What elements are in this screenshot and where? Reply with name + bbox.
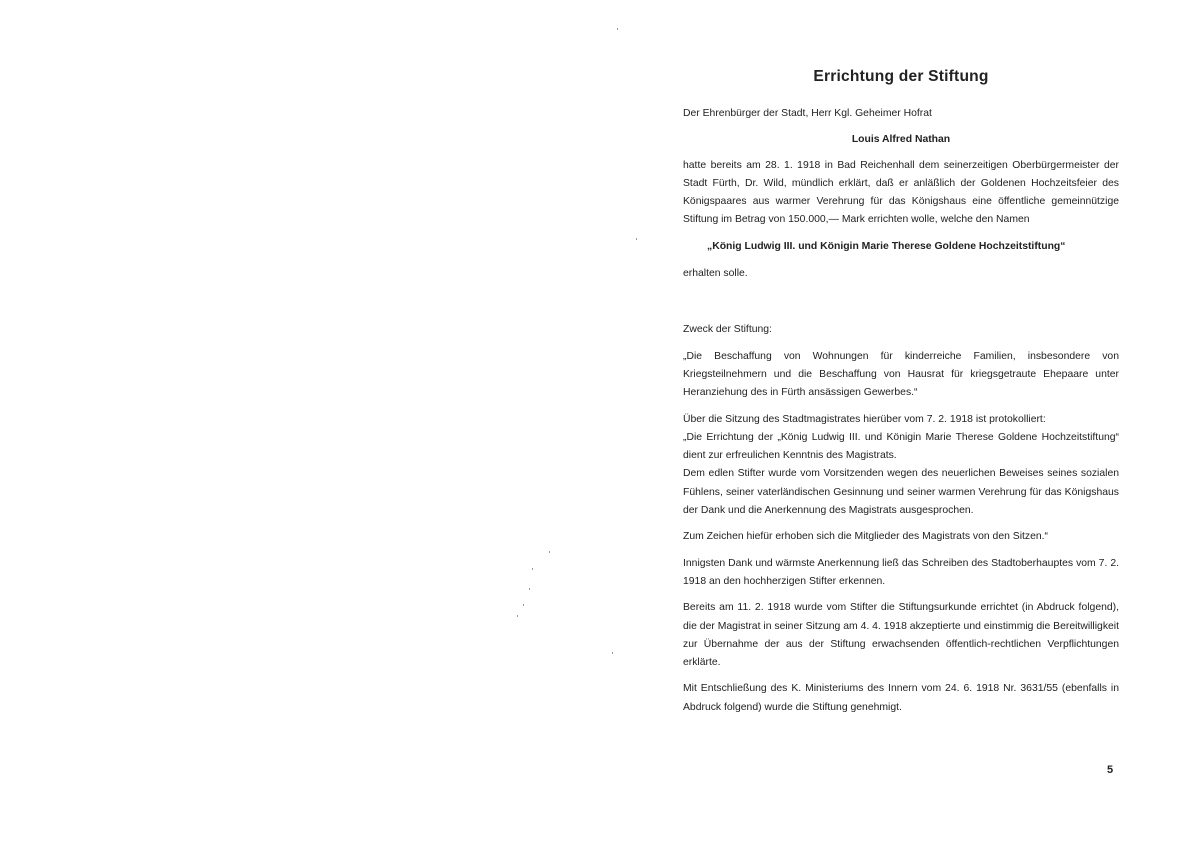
scan-speck [617,28,618,30]
paragraph-gratitude: Innigsten Dank und wärmste Anerkennung ließ das Schreiben des Stadtoberhauptes vom 7. 2. 1918 an den hochherzigen Stifter erkennen. [683,557,1119,587]
document-page [683,60,1119,717]
protocol-end: Zum Zeichen hiefür erhoben sich die Mitglieder des Magistrats von den Sitzen.“ [683,531,1049,543]
scan-speck [636,238,637,240]
paragraph-deed: Bereits am 11. 2. 1918 wurde vom Stifter die Stiftungsurkunde errichtet (in Abdruck folgend), die der Magistrat in seiner Sitzung am 4. 4. 1918 akzeptierte und einstimmig die Bereitwilligkeit zur Übernahme der aus der Stiftung erwachsenden öffentlich-rechtlichen Verpflichtungen erklärte. [683,602,1119,669]
protocol-thanks: Dem edlen Stifter wurde vom Vorsitzenden wegen des neuerlichen Beweises seines sozialen Fühlens, seiner vaterländischen Gesinnung und seiner warmen Verehrung für das Königshaus der Dank und die Anerkennung des Magistrats ausgesprochen. [683,468,1119,517]
paragraph-approval: Mit Entschließung des K. Ministeriums des Innern vom 24. 6. 1918 Nr. 3631/55 (ebenfalls in Abdruck folgend) wurde die Stiftung genehmigt. [683,683,1119,713]
protocol-quote: „Die Errichtung der „König Ludwig III. und Königin Marie Therese Goldene Hochzeitstiftung“ dient zur erfreulichen Kenntnis des Magistrats. [683,431,1119,462]
foundation-name: „König Ludwig III. und Königin Marie Therese Goldene Hochzeitstiftung“ [707,240,1066,252]
protocol-intro: Über die Sitzung des Stadtmagistrates hierüber vom 7. 2. 1918 ist protokolliert: [683,413,1046,425]
intro-line: Der Ehrenbürger der Stadt, Herr Kgl. Geheimer Hofrat [683,108,932,119]
scan-speck [612,652,613,654]
founder-name: Louis Alfred Nathan [851,134,951,146]
purpose-heading: Zweck der Stiftung: [683,324,772,336]
purpose-text: „Die Beschaffung von Wohnungen für kinderreiche Familien, insbesondere von Kriegsteilnehmern und die Beschaffung von Hausrat für kriegsgetraute Ehepaare unter Heranziehung des in Fürth ansässigen Gewerbes.“ [683,350,1119,399]
scan-speck [549,551,550,553]
scan-speck [532,568,533,570]
page-title: Errichtung der Stiftung [813,68,989,85]
scan-speck [529,588,530,590]
scan-speck [523,604,524,606]
scan-speck [517,615,518,617]
paragraph-declaration-end: erhalten solle. [683,268,748,280]
page-number: 5 [1107,764,1114,776]
paragraph-declaration: hatte bereits am 28. 1. 1918 in Bad Reichenhall dem seinerzeitigen Oberbürgermeister der Stadt Fürth, Dr. Wild, mündlich erklärt, daß er anläßlich der Goldenen Hochzeitsfeier des Königspaares aus warmer Verehrung für das Königshaus eine öffentliche gemeinnützige Stiftung im Betrag von 150.000,— Mark errichten wolle, welche den Namen [683,159,1119,226]
